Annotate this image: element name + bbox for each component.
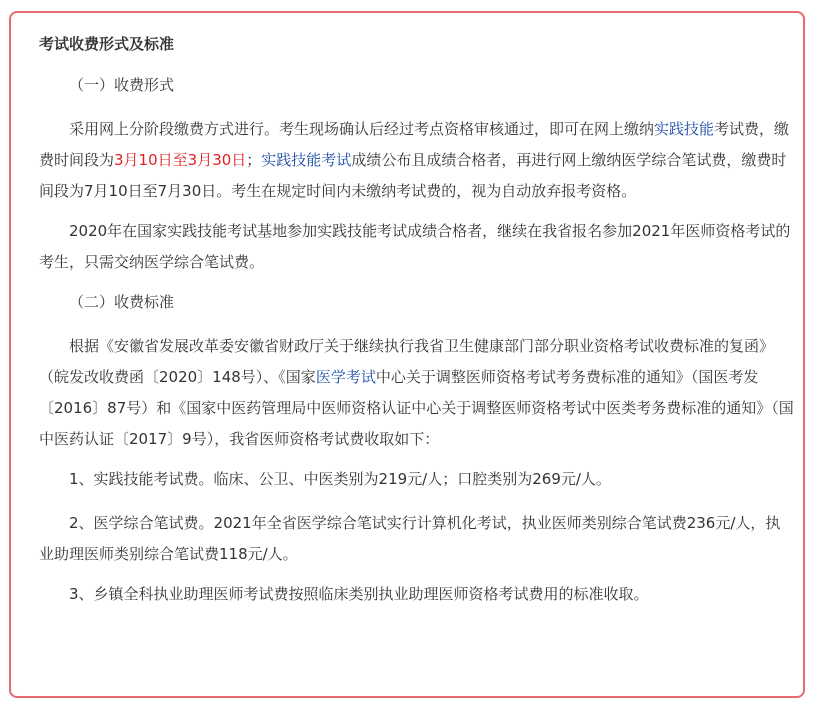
- p3-text-2: 中心关于调整医师资格考试考务费标准的通知》（国医考发〔2016〕87号）和《国家中医药管理局中医师资格认证中心关于调整医师资格考试中医类考务费标准的通知》（国中医药认证〔2017〕9号），我省医师资格考试费收取如下：: [39, 368, 794, 448]
- paragraph-2020-qualified: 2020年在国家实践技能考试基地参加实践技能考试成绩合格者，继续在我省报名参加2021年医师资格考试的考生，只需交纳医学综合笔试费。: [39, 222, 791, 271]
- fee-item-2: 2、医学综合笔试费。2021年全省医学综合笔试实行计算机化考试，执业医师类别综合笔试费236元/人，执业助理医师类别综合笔试费118元/人。: [39, 514, 781, 563]
- p3-text-1: 根据《安徽省发展改革委安徽省财政厅关于继续执行我省卫生健康部门部分职业资格考试收费标准的复函》（皖发改收费函〔2020〕148号）、《国家: [39, 337, 775, 386]
- p1-text-3: ；: [246, 151, 262, 169]
- p1-text-2: 考试费，缴费时间段为: [39, 120, 790, 169]
- article-heading: 考试收费形式及标准: [39, 35, 175, 53]
- fee-item-1: 1、实践技能考试费。临床、公卫、中医类别为219元/人；口腔类别为269元/人。: [69, 470, 611, 488]
- section2-title: （二）收费标准: [69, 293, 175, 311]
- link-practical-skills-exam[interactable]: 实践技能考试: [261, 151, 352, 169]
- paragraph-fee-basis: [39, 331, 794, 455]
- payment-date-range: 3月10日至3月30日: [114, 151, 247, 169]
- p1-text-4: 成绩公布且成绩合格者，再进行网上缴纳医学综合笔试费，缴费时间段为7月10日至7月30日。考生在规定时间内未缴纳考试费的，视为自动放弃报考资格。: [39, 151, 787, 200]
- fee-item-3: 3、乡镇全科执业助理医师考试费按照临床类别执业助理医师资格考试费用的标准收取。: [69, 585, 649, 603]
- section1-title: （一）收费形式: [69, 76, 175, 94]
- paragraph-fee-form: [39, 114, 794, 207]
- article-body: [39, 32, 794, 623]
- link-medical-exam[interactable]: 医学考试: [315, 368, 376, 386]
- p1-text-1: 采用网上分阶段缴费方式进行。考生现场确认后经过考点资格审核通过，即可在网上缴纳: [69, 120, 655, 138]
- link-practical-skills[interactable]: 实践技能: [654, 120, 715, 138]
- content-card: [9, 11, 805, 698]
